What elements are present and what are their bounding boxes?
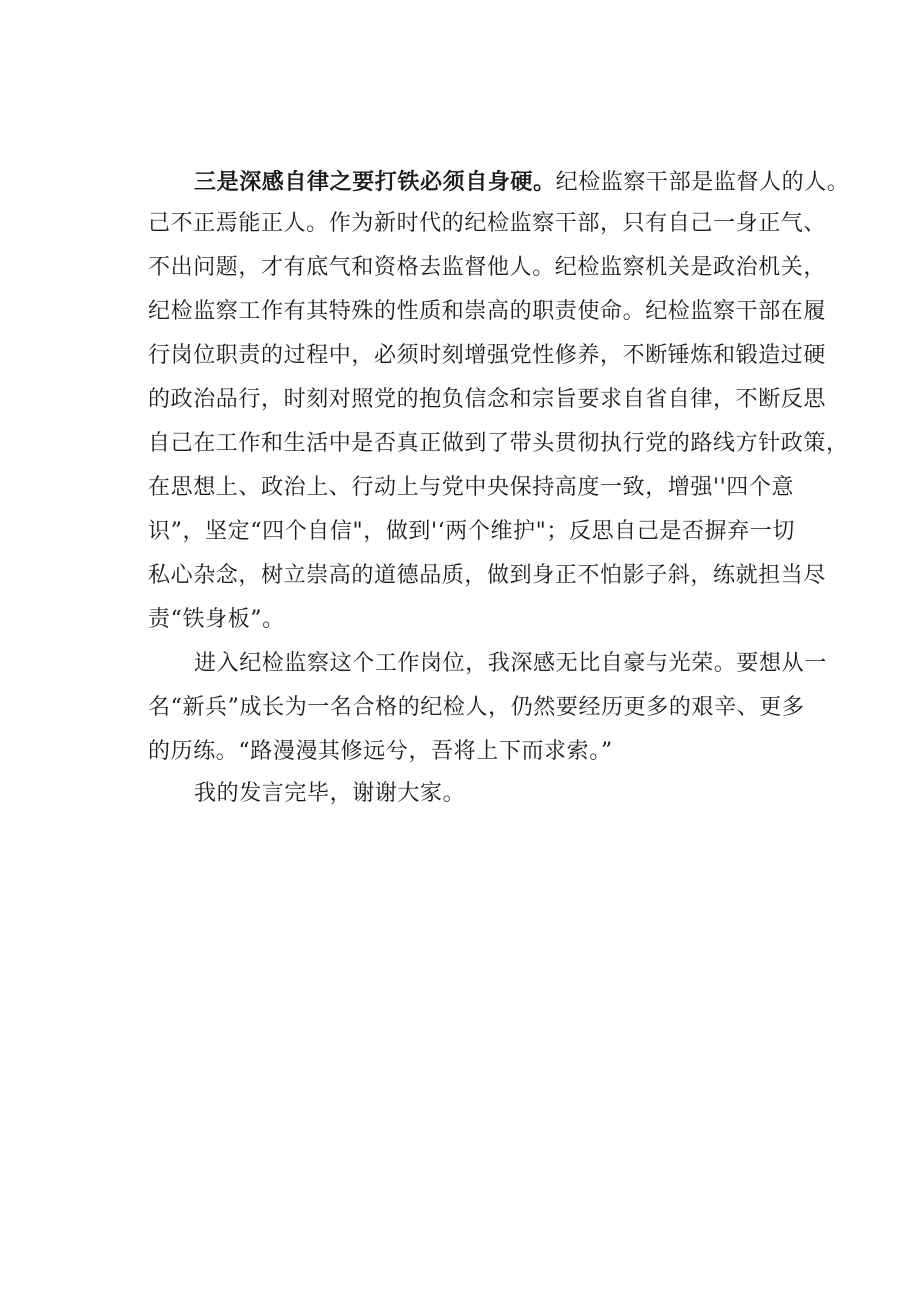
paragraph-1-line-1 — [194, 168, 849, 197]
paragraph-2-line-2: 名“新兵”成长为一名合格的纪检人，仍然要经历更多的艰辛、更多 — [148, 695, 805, 720]
paragraph-1-heading: 三是深感自律之要打铁必须自身硬。 — [194, 169, 556, 195]
paragraph-1-line-3: 不出问题，才有底气和资格去监督他人。纪检监察机关是政治机关， — [148, 255, 827, 280]
paragraph-1-line-10: 私心杂念，树立崇高的道德品质，做到身正不怕影子斜，练就担当尽 — [148, 563, 827, 588]
paragraph-2-line-1: 进入纪检监察这个工作岗位，我深感无比自豪与光荣。要想从一 — [194, 651, 827, 676]
paragraph-1-line-2: 己不正焉能正人。作为新时代的纪检监察干部，只有自己一身正气、 — [148, 211, 827, 236]
paragraph-1-line-11: 责“铁身板”。 — [148, 607, 285, 632]
paragraph-1-line-5: 行岗位职责的过程中，必须时刻增强党性修养，不断锤炼和锻造过硬 — [148, 343, 827, 368]
paragraph-1-line-8: 在思想上、政治上、行动上与党中央保持高度一致，增强''四个意 — [148, 475, 795, 500]
paragraph-1-line-7: 自己在工作和生活中是否真正做到了带头贯彻执行党的路线方针政策， — [148, 431, 849, 456]
paragraph-1-line-9: 识”，坚定“四个自信"，做到'‘两个维护"；反思自己是否摒弃一切 — [148, 519, 795, 544]
closing-line: 我的发言完毕，谢谢大家。 — [194, 781, 466, 806]
paragraph-2-line-3: 的历练。“路漫漫其修远兮，吾将上下而求索。” — [148, 739, 613, 764]
paragraph-1-line-4: 纪检监察工作有其特殊的性质和崇高的职责使命。纪检监察干部在履 — [148, 299, 827, 324]
paragraph-1-line-6: 的政治品行，时刻对照党的抱负信念和宗旨要求自省自律，不断反思 — [148, 387, 827, 412]
paragraph-1-line-1-text: 纪检监察干部是监督人的人。 — [555, 170, 850, 195]
